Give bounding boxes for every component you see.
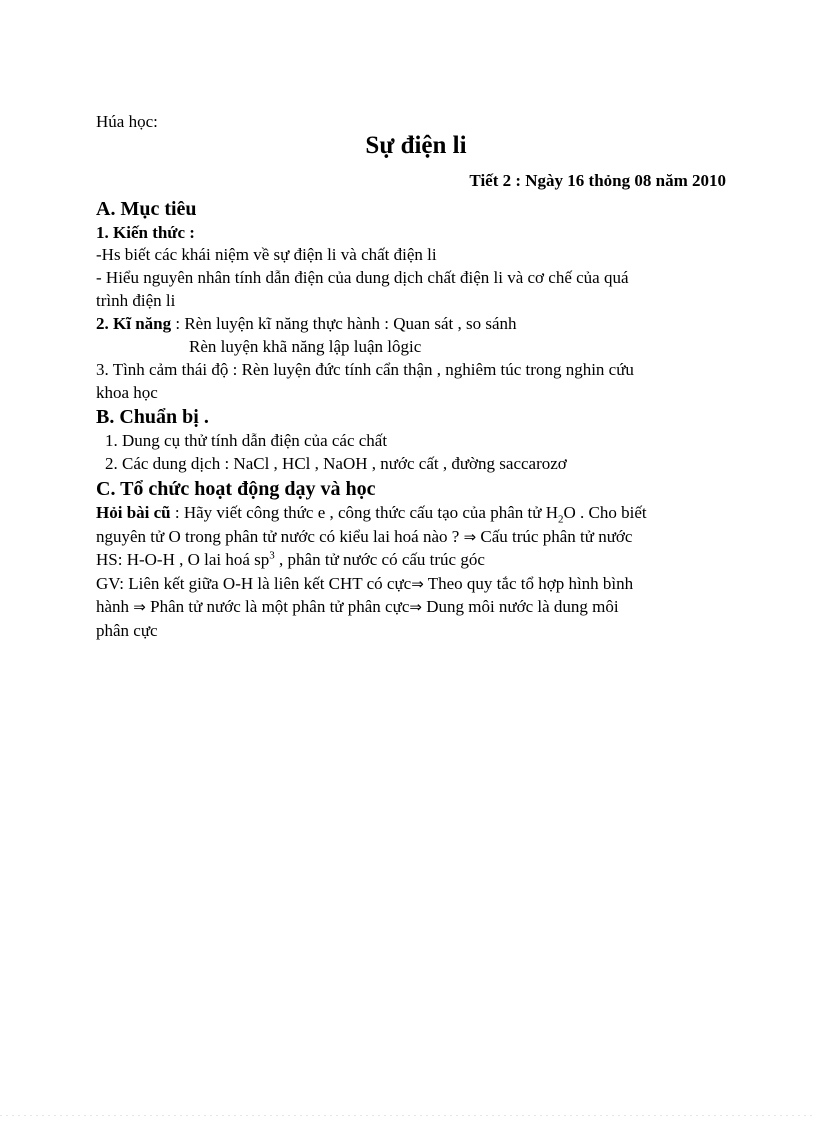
attitude-line-b: khoa học	[96, 383, 158, 402]
skills-label: 2. Kĩ năng	[96, 314, 172, 333]
skills-line-2: Rèn luyện khã năng lập luận lôgic	[189, 337, 422, 356]
gv-text-2: hành	[96, 597, 134, 616]
gv-line-1	[96, 573, 633, 595]
gv-text-1: GV: Liên kết giữa O-H là liên kết CHT có cực	[96, 574, 412, 593]
implies-arrow-icon: ⇒	[409, 598, 422, 616]
prep-item-1: 1. Dung cụ thử tính dẫn điện của các chất	[105, 431, 388, 450]
hs-text-end: , phân tử nước có cấu trúc góc	[274, 550, 485, 569]
implies-arrow-icon: ⇒	[133, 598, 146, 616]
gv-text-1-end: Theo quy tắc tổ hợp hình bình	[423, 574, 634, 593]
subscript-2: 2	[557, 513, 564, 526]
section-a-heading: A. Mục tiêu	[96, 198, 197, 220]
implies-arrow-icon: ⇒	[411, 575, 424, 593]
skills-text-1: : Rèn luyện kĩ năng thực hành : Quan sát , so sánh	[171, 314, 517, 333]
implies-arrow-icon: ⇒	[463, 528, 477, 546]
review-text-2: nguyên tử O trong phân tử nước có kiểu lai hoá nào ?	[96, 527, 464, 546]
review-text-1-end: O . Cho biết	[563, 503, 647, 522]
gv-text-2-end: Dung môi nước là dung môi	[421, 597, 619, 616]
page-bottom-border	[0, 1115, 816, 1116]
section-c-heading: C. Tổ chức hoạt động dạy và học	[96, 478, 376, 500]
subject-label: Húa học:	[96, 112, 158, 131]
review-text-2-end: Cấu trúc phân tử nước	[476, 527, 633, 546]
review-line-1	[96, 502, 647, 524]
review-line-2	[96, 526, 632, 548]
review-label: Hỏi bài cũ	[96, 503, 171, 522]
superscript-3: 3	[269, 549, 275, 562]
page-title: Sự điện li	[365, 132, 467, 159]
gv-line-2	[96, 596, 619, 618]
prep-item-2: 2. Các dung dịch : NaCl , HCl , NaOH , nước cất , đường saccarozơ	[105, 454, 567, 473]
knowledge-line-2a: - Hiểu nguyên nhân tính dẫn điện của dung dịch chất điện li và cơ chế của quá	[96, 268, 629, 287]
knowledge-line-1: -Hs biết các khái niệm về sự điện li và chất điện li	[96, 245, 437, 264]
section-b-heading: B. Chuẩn bị .	[96, 406, 209, 428]
gv-text-2-mid: Phân tử nước là một phân tử phân cực	[145, 597, 410, 616]
skills-line-1	[96, 313, 517, 335]
gv-line-3: phân cực	[96, 621, 158, 640]
knowledge-line-2b: trình điện li	[96, 291, 176, 310]
hs-text: HS: H-O-H , O lai hoá sp	[96, 550, 270, 569]
knowledge-label: 1. Kiến thức :	[96, 223, 195, 242]
lesson-info: Tiết 2 : Ngày 16 thỏng 08 năm 2010	[469, 171, 726, 190]
review-text-1: : Hãy viết công thức e , công thức cấu tạo của phân tử H	[170, 503, 558, 522]
hs-answer-line	[96, 549, 485, 571]
attitude-line-a: 3. Tình cảm thái độ : Rèn luyện đức tính cẩn thận , nghiêm túc trong nghin cứu	[96, 360, 634, 379]
